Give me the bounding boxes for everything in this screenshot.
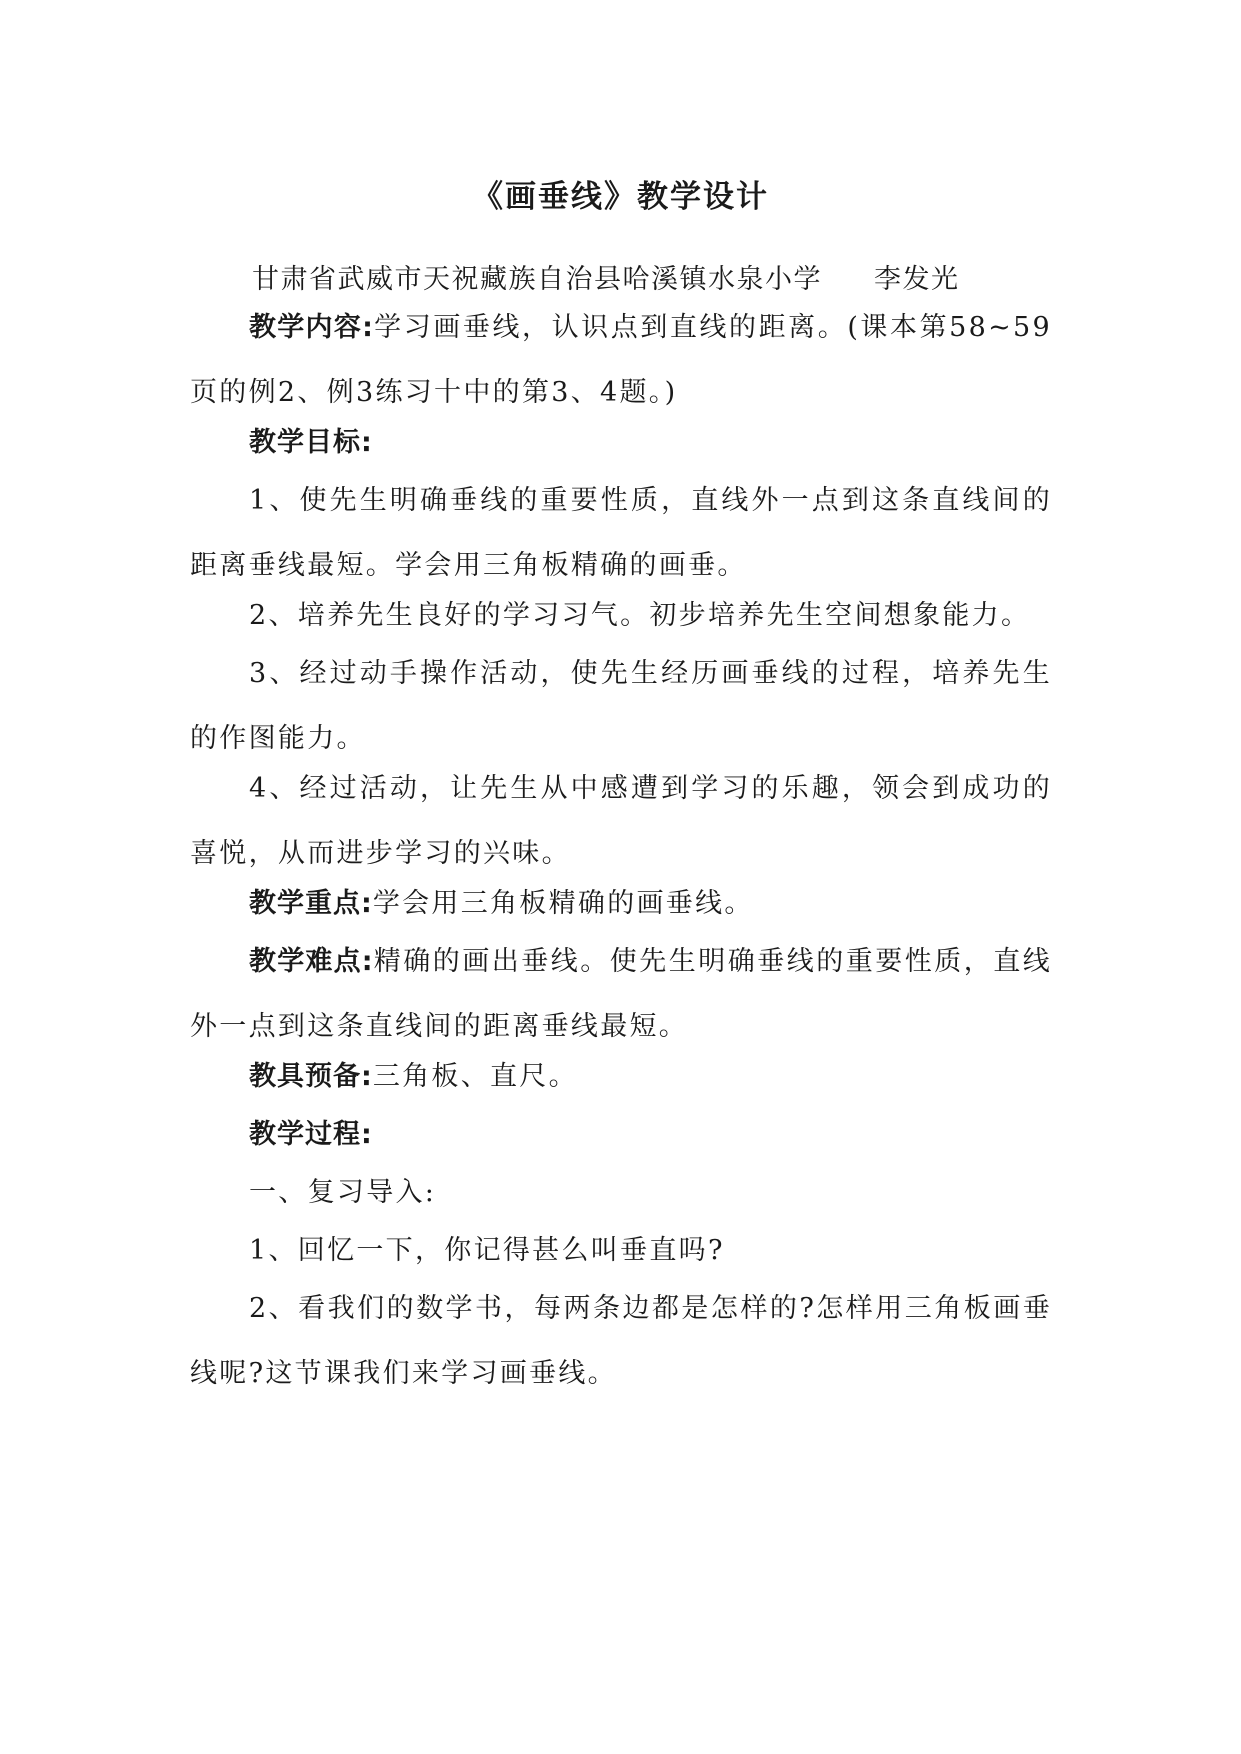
- author-school: 甘肃省武威市天祝藏族自治县哈溪镇水泉小学: [252, 264, 822, 295]
- difficulty-paragraph: [190, 929, 1052, 1059]
- objective-item: 4、经过活动，让先生从中感遭到学习的乐趣，领会到成功的喜悦，从而进步学习的兴味。: [190, 773, 1052, 869]
- key-point-paragraph: [190, 871, 1052, 936]
- teaching-content-paragraph: [190, 295, 1052, 425]
- teaching-content-text: 学习画垂线，认识点到直线的距离。(课本第58~59页的例2、例3练习十中的第3、4题。): [190, 312, 1052, 408]
- document-title: 《画垂线》教学设计: [472, 179, 769, 215]
- process-item: 2、看我们的数学书，每两条边都是怎样的?怎样用三角板画垂线呢?这节课我们来学习画垂线。: [190, 1293, 1052, 1389]
- teaching-objectives-label: 教学目标:: [249, 427, 373, 458]
- teaching-content-label: 教学内容:: [249, 312, 374, 343]
- objective-item: 2、培养先生良好的学习习气。初步培养先生空间想象能力。: [249, 600, 1031, 631]
- author-line: [252, 260, 960, 300]
- section-heading: 一、复习导入:: [249, 1177, 437, 1208]
- objective-item: 1、使先生明确垂线的重要性质，直线外一点到这条直线间的距离垂线最短。学会用三角板精确的画垂。: [190, 485, 1052, 581]
- author-name: 李发光: [874, 264, 960, 295]
- process-item: 1、回忆一下，你记得甚么叫垂直吗?: [249, 1235, 725, 1266]
- difficulty-text: 精确的画出垂线。使先生明确垂线的重要性质，直线外一点到这条直线间的距离垂线最短。: [190, 946, 1052, 1042]
- tools-label: 教具预备:: [249, 1061, 373, 1092]
- key-point-label: 教学重点:: [249, 888, 373, 919]
- tools-paragraph: [190, 1044, 1052, 1109]
- key-point-text: 学会用三角板精确的画垂线。: [372, 888, 754, 919]
- teaching-objectives-heading: [190, 410, 1052, 475]
- tools-text: 三角板、直尺。: [372, 1061, 578, 1092]
- teaching-process-label: 教学过程:: [249, 1119, 373, 1150]
- objective-item: 3、经过动手操作活动，使先生经历画垂线的过程，培养先生的作图能力。: [190, 658, 1052, 754]
- difficulty-label: 教学难点:: [249, 946, 374, 977]
- teaching-process-heading: [190, 1102, 1052, 1167]
